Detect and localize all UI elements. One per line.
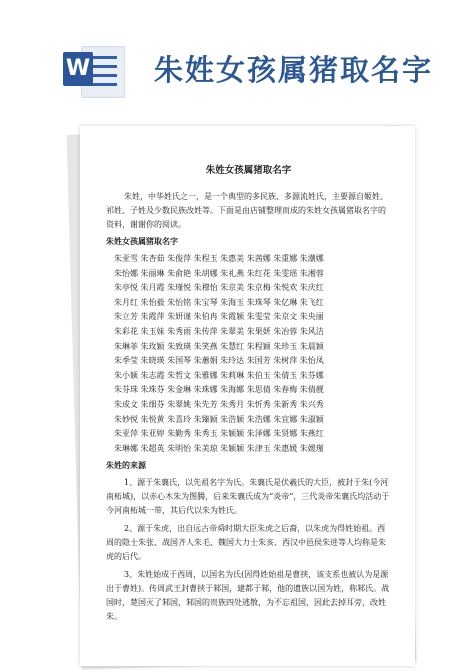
source-paragraph: 1、源于朱襄氏，以先祖名字为氏。朱襄氏是伏羲氏的大臣，被封于朱(今河南柘城)，以赤心木朱为图腾，后来朱襄氏成为“炎帝”，三代炎帝朱襄氏均活动于今河南柘城一带，其后代以朱为姓氏。	[106, 478, 390, 516]
name-row: 朱芬珠 朱珠芬 朱金琳 朱珠娜 朱海娜 朱思倩 朱春梅 朱倩靓	[114, 385, 324, 395]
source-paragraph: 2、源于朱虎，出自远古帝舜时期大臣朱虎之后裔，以朱虎为得姓始祖。西周的隐士朱张、战国齐人朱毛、魏国大力士朱亥、西汉中邑侯朱进等人均称是朱虎的后代。	[106, 524, 386, 562]
name-row: 朱立芳 朱霞萍 朱妍谨 朱伯冉 朱霞颖 朱雯莹 朱京文 朱央丽	[114, 312, 324, 322]
name-row: 朱亭悦 朱月霞 朱瑾悦 朱穆怡 朱京美 朱京梅 朱悦欢 朱庆红	[114, 283, 324, 293]
names-heading: 朱姓女孩属猪取名字	[106, 236, 178, 246]
word-icon-lines	[89, 56, 117, 92]
name-row: 朱月红 朱怡毅 朱怡铭 朱宝琴 朱海玉 朱珠琴 朱亿琳 朱飞红	[114, 297, 324, 307]
name-row: 朱成文 朱细芬 朱翠姚 朱先芳 朱秀月 朱忻秀 朱新秀 朱兴秀	[114, 399, 324, 409]
banner-title: 朱姓女孩属猪取名字	[154, 53, 434, 87]
name-row: 朱琳菲 朱玫颖 朱致瑛 朱笑燕 朱慧红 朱程颖 朱珍玉 朱晨颖	[114, 341, 324, 351]
name-row: 朱亚萍 朱亚婷 朱勤秀 朱秀玉 朱颖颖 朱泽娜 朱贤娜 朱燕红	[114, 429, 324, 439]
source-heading: 朱姓的来源	[106, 460, 146, 471]
header-banner	[0, 0, 474, 110]
name-row: 朱怡娜 朱丽琳 朱俞艳 朱胡娜 朱礼燕 朱红花 朱雯瑶 朱湘蓉	[114, 268, 324, 278]
name-row: 朱亚雪 朱杏茹 朱俊萍 朱程玉 朱惠美 朱茜娜 朱重娜 朱潮娜	[114, 254, 324, 263]
word-icon-badge: W	[63, 52, 93, 86]
name-row: 朱妙悦 朱悦黄 朱喜玲 朱臻颖 朱浩颖 朱浩娜 朱宜娜 朱淑颖	[114, 414, 324, 424]
name-row: 朱琳娜 朱超英 朱明怡 朱美琼 朱颖颖 朱津玉 朱惠媛 朱媛瑾	[114, 443, 324, 453]
source-paragraph: 3、朱姓始成于西周，以国名为氏(因得姓始祖是曹挟，该支系也被认为是源出于曹姓)。传周武王封曹挟于邾国，建都于邾，他的遗族以国为姓，称邾氏。战国时，楚国灭了邾国，邾国的贵族四处逃散，为不忘祖国，因此去掉耳旁，改姓朱。	[106, 570, 390, 622]
document-page	[80, 126, 415, 666]
name-row: 朱季莹 朱晓瑛 朱国琴 朱蕙娟 朱玲达 朱国芳 朱树萍 朱怡凤	[114, 356, 324, 366]
name-list	[106, 252, 391, 456]
name-row: 朱彩花 朱玉妹 朱秀雨 朱传萍 朱翠美 朱果妍 朱冶蓉 朱风洁	[114, 326, 324, 336]
name-row: 朱小颖 朱志霞 朱哲文 朱雅娜 朱莉琳 朱伯玉 朱倩玉 朱芬娜	[114, 370, 324, 380]
document-title: 朱姓女孩属猪取名字	[205, 165, 292, 176]
intro-paragraph: 朱姓，中华姓氏之一，是一个典型的多民族、多源流姓氏，主要源自姬姓、祁姓、子姓及少数民族改姓等。下面是由店铺整理而成的朱姓女孩属猪取名字的资料，谢谢你的阅读。	[106, 192, 388, 229]
word-doc-icon	[63, 42, 125, 98]
document-body	[106, 162, 391, 628]
